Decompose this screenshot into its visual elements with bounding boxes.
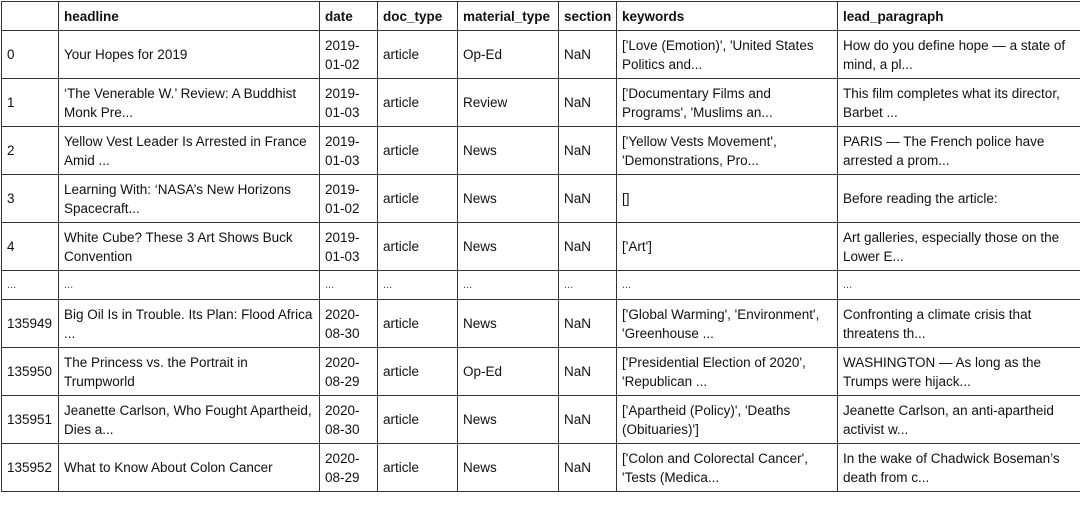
- table-row: [2, 127, 1080, 175]
- cell-lead-paragraph: Art galleries, especially those on the Lower E...: [838, 223, 1080, 271]
- cell-date: 2020- 08-29: [320, 348, 378, 396]
- cell-headline: The Princess vs. the Portrait in Trumpworld: [59, 348, 320, 396]
- row-index: 0: [2, 31, 59, 79]
- cell-section: NaN: [559, 31, 617, 79]
- cell-lead-paragraph: Confronting a climate crisis that threatens th...: [838, 300, 1080, 348]
- cell-keywords: ['Colon and Colorectal Cancer', 'Tests (Medica...: [617, 444, 838, 492]
- cell-keywords: ['Love (Emotion)', 'United States Politics and...: [617, 31, 838, 79]
- table-row: [2, 348, 1080, 396]
- ellipsis-row: [2, 271, 1080, 300]
- cell-section: NaN: [559, 396, 617, 444]
- table-row: [2, 223, 1080, 271]
- cell-headline: ...: [59, 271, 320, 300]
- column-header-material-type[interactable]: material_type: [458, 2, 559, 31]
- column-header-lead-paragraph[interactable]: lead_paragraph: [838, 2, 1080, 31]
- cell-date: 2019- 01-03: [320, 223, 378, 271]
- cell-material-type: News: [458, 127, 559, 175]
- cell-date: 2020- 08-29: [320, 444, 378, 492]
- cell-date: 2019- 01-03: [320, 79, 378, 127]
- row-index: 135952: [2, 444, 59, 492]
- index-header[interactable]: [2, 2, 59, 31]
- dataframe-table: [1, 1, 1080, 492]
- table-row: [2, 444, 1080, 492]
- row-index: 2: [2, 127, 59, 175]
- cell-keywords: ['Yellow Vests Movement', 'Demonstrations, Pro...: [617, 127, 838, 175]
- cell-material-type: Review: [458, 79, 559, 127]
- column-header-keywords[interactable]: keywords: [617, 2, 838, 31]
- table-body: [2, 31, 1080, 492]
- cell-material-type: News: [458, 444, 559, 492]
- cell-section: ...: [559, 271, 617, 300]
- cell-material-type: News: [458, 175, 559, 223]
- cell-lead-paragraph: How do you define hope — a state of mind, a pl...: [838, 31, 1080, 79]
- cell-keywords: ['Art']: [617, 223, 838, 271]
- row-index: 4: [2, 223, 59, 271]
- cell-doc-type: article: [378, 79, 458, 127]
- cell-doc-type: article: [378, 31, 458, 79]
- cell-doc-type: article: [378, 348, 458, 396]
- cell-doc-type: article: [378, 396, 458, 444]
- cell-lead-paragraph: This film completes what its director, Barbet ...: [838, 79, 1080, 127]
- cell-lead-paragraph: PARIS — The French police have arrested a prom...: [838, 127, 1080, 175]
- cell-lead-paragraph: Jeanette Carlson, an anti-apartheid activist w...: [838, 396, 1080, 444]
- cell-headline: Big Oil Is in Trouble. Its Plan: Flood Africa ...: [59, 300, 320, 348]
- table-row: [2, 175, 1080, 223]
- cell-headline: White Cube? These 3 Art Shows Buck Convention: [59, 223, 320, 271]
- cell-headline: Yellow Vest Leader Is Arrested in France Amid ...: [59, 127, 320, 175]
- cell-material-type: News: [458, 223, 559, 271]
- cell-lead-paragraph: WASHINGTON — As long as the Trumps were hijack...: [838, 348, 1080, 396]
- header-row: [2, 2, 1080, 31]
- column-header-section[interactable]: section: [559, 2, 617, 31]
- cell-keywords: ['Apartheid (Policy)', 'Deaths (Obituaries)']: [617, 396, 838, 444]
- cell-lead-paragraph: ...: [838, 271, 1080, 300]
- cell-section: NaN: [559, 79, 617, 127]
- cell-date: 2020- 08-30: [320, 396, 378, 444]
- cell-keywords: ...: [617, 271, 838, 300]
- cell-headline: Learning With: ‘NASA’s New Horizons Spacecraft...: [59, 175, 320, 223]
- cell-date: ...: [320, 271, 378, 300]
- cell-material-type: Op-Ed: [458, 31, 559, 79]
- cell-lead-paragraph: In the wake of Chadwick Boseman’s death from c...: [838, 444, 1080, 492]
- column-header-doc-type[interactable]: doc_type: [378, 2, 458, 31]
- row-index: 3: [2, 175, 59, 223]
- cell-material-type: ...: [458, 271, 559, 300]
- row-index: 135949: [2, 300, 59, 348]
- cell-doc-type: article: [378, 300, 458, 348]
- row-index: 135950: [2, 348, 59, 396]
- cell-date: 2019- 01-02: [320, 31, 378, 79]
- cell-doc-type: article: [378, 444, 458, 492]
- row-index: 1: [2, 79, 59, 127]
- cell-doc-type: article: [378, 223, 458, 271]
- column-header-headline[interactable]: headline: [59, 2, 320, 31]
- table-row: [2, 79, 1080, 127]
- cell-section: NaN: [559, 444, 617, 492]
- cell-headline: ‘The Venerable W.’ Review: A Buddhist Monk Pre...: [59, 79, 320, 127]
- cell-section: NaN: [559, 127, 617, 175]
- cell-date: 2019- 01-02: [320, 175, 378, 223]
- cell-lead-paragraph: Before reading the article:: [838, 175, 1080, 223]
- cell-section: NaN: [559, 300, 617, 348]
- cell-doc-type: article: [378, 175, 458, 223]
- cell-doc-type: ...: [378, 271, 458, 300]
- column-header-date[interactable]: date: [320, 2, 378, 31]
- cell-date: 2020- 08-30: [320, 300, 378, 348]
- cell-section: NaN: [559, 175, 617, 223]
- row-index: ...: [2, 271, 59, 300]
- cell-section: NaN: [559, 223, 617, 271]
- cell-date: 2019- 01-03: [320, 127, 378, 175]
- cell-material-type: Op-Ed: [458, 348, 559, 396]
- cell-doc-type: article: [378, 127, 458, 175]
- cell-keywords: ['Presidential Election of 2020', 'Republican ...: [617, 348, 838, 396]
- cell-headline: Jeanette Carlson, Who Fought Apartheid, Dies a...: [59, 396, 320, 444]
- cell-keywords: ['Global Warming', 'Environment', 'Greenhouse ...: [617, 300, 838, 348]
- cell-headline: Your Hopes for 2019: [59, 31, 320, 79]
- cell-material-type: News: [458, 396, 559, 444]
- table-row: [2, 300, 1080, 348]
- table-row: [2, 31, 1080, 79]
- row-index: 135951: [2, 396, 59, 444]
- table-row: [2, 396, 1080, 444]
- cell-keywords: ['Documentary Films and Programs', 'Muslims an...: [617, 79, 838, 127]
- cell-keywords: []: [617, 175, 838, 223]
- cell-section: NaN: [559, 348, 617, 396]
- cell-headline: What to Know About Colon Cancer: [59, 444, 320, 492]
- cell-material-type: News: [458, 300, 559, 348]
